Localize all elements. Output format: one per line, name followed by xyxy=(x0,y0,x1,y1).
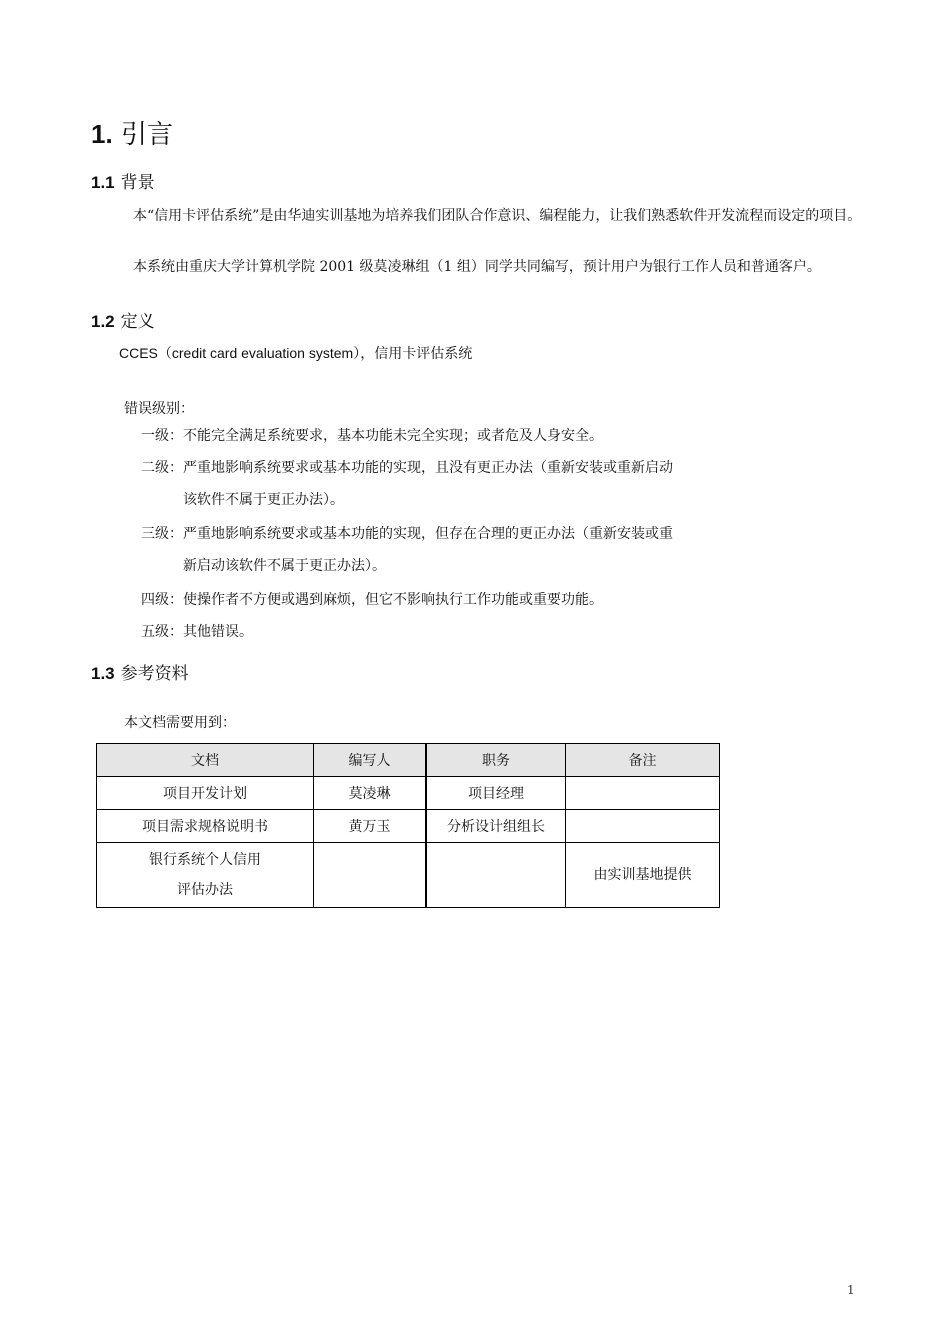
table-cell xyxy=(566,777,720,810)
references-table xyxy=(96,743,720,908)
section-heading-1-2 xyxy=(91,310,155,334)
table-row xyxy=(97,843,720,908)
table-cell: 项目经理 xyxy=(426,777,566,810)
error-level-3: 三级：严重地影响系统要求或基本功能的实现，但存在合理的更正办法（重新安装或重 xyxy=(141,526,673,542)
header-cell: 编写人 xyxy=(314,744,427,777)
error-level-4: 四级：使操作者不方便或遇到麻烦，但它不影响执行工作功能或重要功能。 xyxy=(141,592,603,608)
table-cell: 黄万玉 xyxy=(314,810,427,843)
table-cell: 项目需求规格说明书 xyxy=(97,810,314,843)
error-level-2: 二级：严重地影响系统要求或基本功能的实现，且没有更正办法（重新安装或重新启动 xyxy=(141,460,673,476)
table-cell: 由实训基地提供 xyxy=(566,843,720,908)
table-cell xyxy=(566,810,720,843)
table-cell: 项目开发计划 xyxy=(97,777,314,810)
error-level-1: 一级：不能完全满足系统要求，基本功能未完全实现；或者危及人身安全。 xyxy=(141,428,603,444)
section-title: 背景 xyxy=(120,173,155,193)
section-title: 定义 xyxy=(120,312,155,332)
table-cell xyxy=(97,843,314,908)
error-levels-label: 错误级别： xyxy=(124,401,194,417)
page-number: 1 xyxy=(847,1283,855,1297)
header-cell: 职务 xyxy=(426,744,566,777)
background-paragraph-1: 本“信用卡评估系统”是由华迪实训基地为培养我们团队合作意识、编程能力，让我们熟悉软件开发流程而设定的项目。 xyxy=(133,208,862,224)
table-cell xyxy=(426,843,566,908)
error-level-2-cont: 该软件不属于更正办法）。 xyxy=(183,492,344,508)
error-level-5: 五级：其他错误。 xyxy=(141,624,253,640)
section-heading-1-1 xyxy=(91,171,155,195)
table-row xyxy=(97,810,720,843)
table-cell: 莫凌琳 xyxy=(314,777,427,810)
section-number: 1. xyxy=(91,119,113,149)
section-heading-1-3 xyxy=(91,662,189,686)
table-header-row xyxy=(97,744,720,777)
section-heading-1 xyxy=(91,116,173,153)
section-number: 1.2 xyxy=(91,312,115,331)
references-intro: 本文档需要用到： xyxy=(124,715,236,731)
cell-line: 银行系统个人信用 xyxy=(149,852,261,868)
table-row xyxy=(97,777,720,810)
section-title: 参考资料 xyxy=(120,664,189,684)
error-level-3-cont: 新启动该软件不属于更正办法）。 xyxy=(183,558,386,574)
header-cell: 备注 xyxy=(566,744,720,777)
header-cell: 文档 xyxy=(97,744,314,777)
section-number: 1.3 xyxy=(91,664,115,683)
section-title: 引言 xyxy=(120,120,173,150)
table-cell xyxy=(314,843,427,908)
definition-text: CCES（credit card evaluation system），信用卡评估系统 xyxy=(119,345,473,361)
cell-line: 评估办法 xyxy=(177,882,233,898)
section-number: 1.1 xyxy=(91,173,115,192)
background-paragraph-2: 本系统由重庆大学计算机学院 2001 级莫凌琳组（1 组）同学共同编写，预计用户为银行工作人员和普通客户。 xyxy=(133,259,821,275)
table-cell: 分析设计组组长 xyxy=(426,810,566,843)
